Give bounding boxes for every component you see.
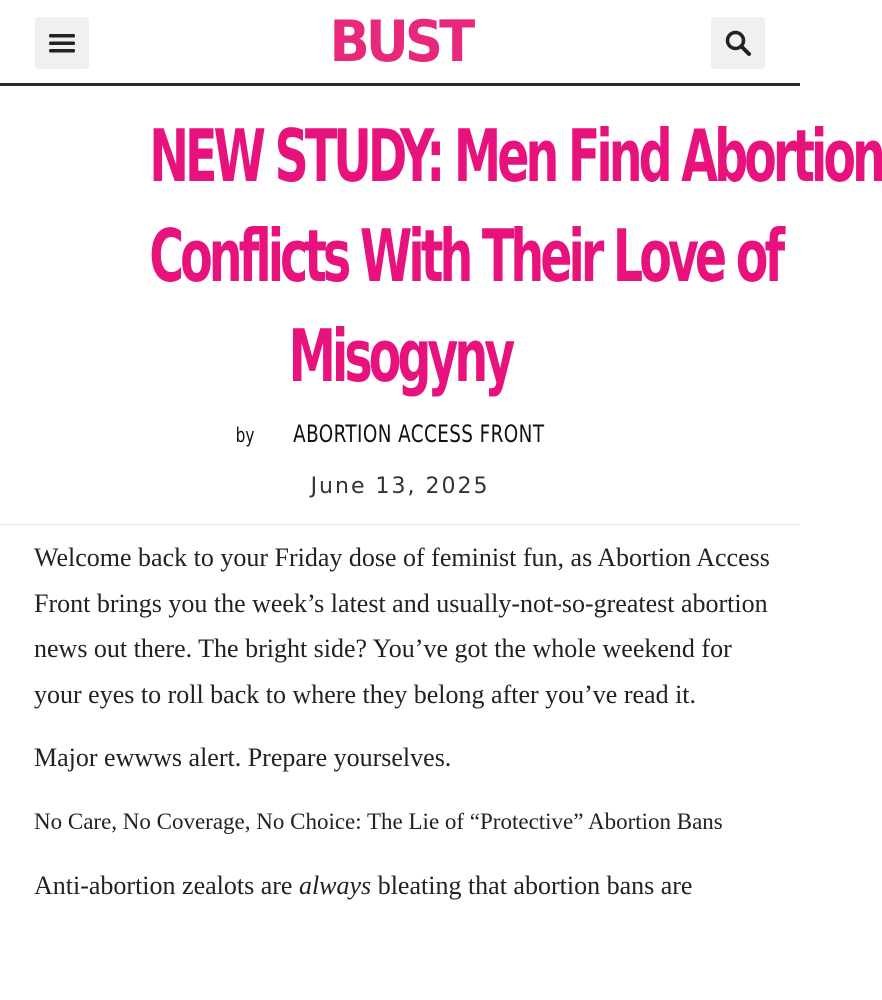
logo-text: BUST [329,8,471,75]
text-segment: bleating that abortion bans are [371,870,693,900]
article-paragraph: Welcome back to your Friday dose of feminist fun, as Abortion Access Front brings you the week’s latest and usually-not-so-greatest abortion news out there. The bright side? You’ve got the whole weekend for your eyes to roll back to where they belong after you’ve read it. [34,543,770,709]
divider [0,524,800,525]
article-headline [20,106,882,406]
author-link[interactable]: ABORTION ACCESS FRONT [292,420,545,448]
site-header [0,0,800,86]
headline-line: Misogyny [288,314,512,398]
site-logo[interactable] [300,8,500,76]
hamburger-menu-icon [48,32,76,54]
publish-date: June 13, 2025 [310,474,490,499]
article-paragraph: Major ewwws alert. Prepare yourselves. [34,743,452,772]
byline-prefix: by [235,423,255,447]
text-segment: Anti-abortion zealots are [34,870,299,900]
article-body [34,535,774,926]
headline-line: NEW STUDY: Men Find Abortion [149,114,882,198]
search-icon [724,29,752,57]
article-paragraph [34,863,774,909]
byline [0,420,800,448]
headline-line: Conflicts With Their Love of [149,214,782,298]
section-subhead: No Care, No Coverage, No Choice: The Lie of “Protective” Abortion Bans [34,808,723,834]
search-button[interactable] [711,17,765,69]
emphasis-text: always [298,870,372,900]
menu-button[interactable] [35,17,89,69]
